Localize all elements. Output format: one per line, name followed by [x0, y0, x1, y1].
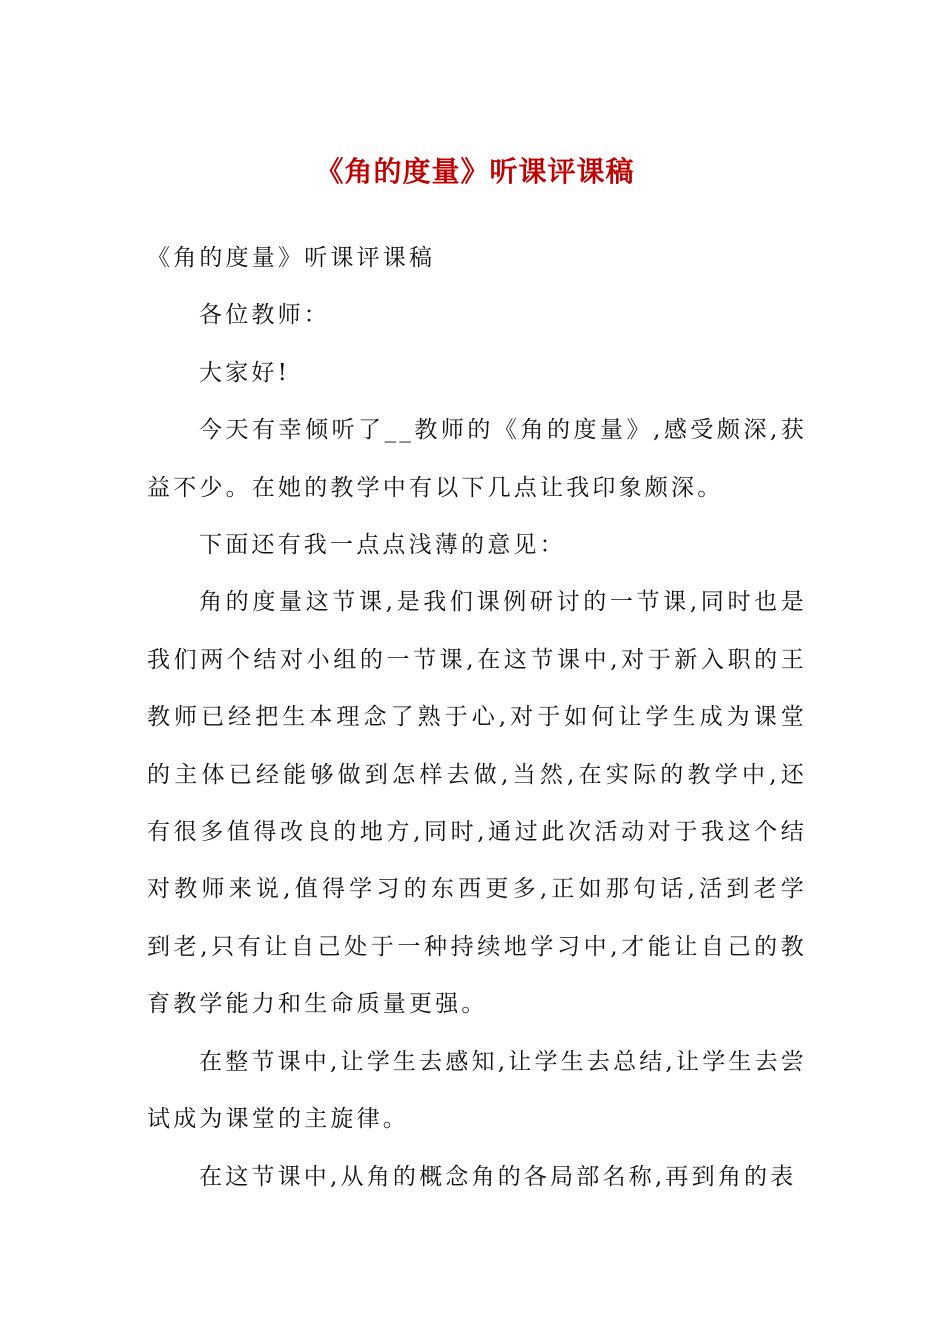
paragraph-intro: 今天有幸倾听了__教师的《角的度量》,感受颇深,获益不少。在她的教学中有以下几点让我印象颇深。	[147, 417, 807, 501]
paragraph-hello: 大家好!	[199, 359, 291, 386]
document-body	[147, 230, 807, 1206]
paragraph-main-review: 角的度量这节课,是我们课例研讨的一节课,同时也是我们两个结对小组的一节课,在这节课中,对于新入职的王教师已经把生本理念了熟于心,对于如何让学生成为课堂的主体已经能够做到怎样去做,当然,在实际的教学中,还有很多值得改良的地方,同时,通过此次活动对于我这个结对教师来说,值得学习的东西更多,正如那句话,活到老学到老,只有让自己处于一种持续地学习中,才能让自己的教育教学能力和生命质量更强。	[147, 589, 807, 1018]
document-subtitle: 《角的度量》听课评课稿	[147, 245, 436, 271]
paragraph-student-focus: 在整节课中,让学生去感知,让学生去总结,让学生去尝试成为课堂的主旋律。	[147, 1048, 807, 1133]
paragraph-lesson-content: 在这节课中,从角的概念角的各局部名称,再到角的表	[199, 1163, 797, 1190]
paragraph-greeting: 各位教师：	[199, 302, 330, 329]
document-title: 《角的度量》听课评课稿	[315, 155, 635, 188]
paragraph-opinion-intro: 下面还有我一点点浅薄的意见：	[199, 532, 566, 559]
